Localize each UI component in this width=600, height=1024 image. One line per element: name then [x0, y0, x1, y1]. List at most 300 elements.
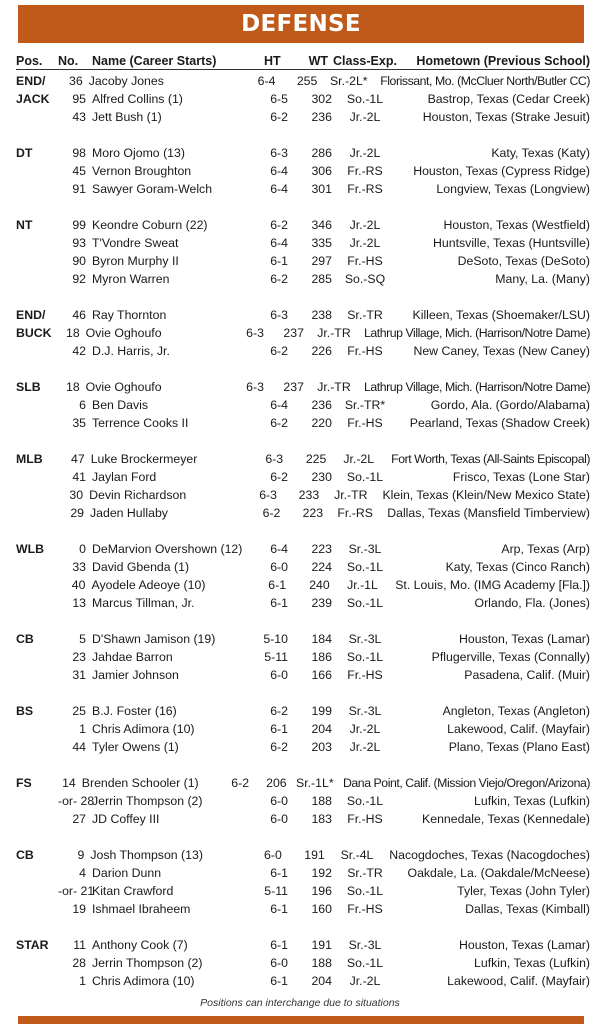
- player-position: [16, 738, 58, 756]
- player-weight: 223: [302, 506, 324, 520]
- player-position: CB: [16, 848, 34, 862]
- player-position: [16, 108, 58, 126]
- player-number: 4: [79, 866, 86, 880]
- group-spacer: [16, 684, 590, 702]
- player-name: Ovie Oghoufo: [85, 380, 162, 394]
- player-position: [16, 270, 58, 288]
- player-weight: 285: [311, 272, 332, 286]
- player-hometown: St. Louis, Mo. (IMG Academy [Fla.]): [395, 578, 590, 592]
- player-number: 47: [71, 452, 85, 466]
- player-number: 25: [72, 704, 86, 718]
- player-position: [16, 486, 56, 504]
- player-weight: 230: [311, 470, 332, 484]
- player-position: [16, 666, 58, 684]
- table-row: [16, 576, 590, 594]
- player-number: -or- 28: [58, 794, 95, 808]
- player-height: 6-4: [270, 182, 288, 196]
- table-header: [16, 52, 590, 68]
- player-class: Fr.-HS: [347, 254, 383, 268]
- player-weight: 297: [311, 254, 332, 268]
- table-row: [16, 882, 590, 900]
- player-weight: 196: [311, 884, 332, 898]
- player-weight: 192: [311, 866, 332, 880]
- player-weight: 206: [266, 776, 287, 790]
- player-number: 41: [72, 470, 86, 484]
- table-row: [16, 342, 590, 360]
- table-row: [16, 558, 590, 576]
- player-hometown: Katy, Texas (Katy): [491, 146, 590, 160]
- player-height: 6-4: [270, 164, 288, 178]
- player-hometown: Florissant, Mo. (McCluer North/Butler CC): [380, 74, 590, 88]
- player-number: 92: [72, 272, 86, 286]
- player-hometown: Houston, Texas (Lamar): [459, 938, 590, 952]
- player-hometown: Many, La. (Many): [495, 272, 590, 286]
- player-class: Fr.-RS: [347, 182, 383, 196]
- player-name: Moro Ojomo (13): [92, 146, 185, 160]
- player-class: Fr.-HS: [347, 812, 383, 826]
- player-number: 42: [72, 344, 86, 358]
- player-class: So.-1L: [346, 794, 384, 808]
- player-name: Terrence Cooks II: [92, 416, 189, 430]
- player-number: 19: [72, 902, 86, 916]
- player-position: [16, 810, 58, 828]
- header-hometown: Hometown (Previous School): [416, 54, 590, 68]
- player-position: DT: [16, 146, 33, 160]
- player-height: 6-2: [270, 470, 288, 484]
- player-weight: 203: [311, 740, 332, 754]
- player-hometown: Huntsville, Texas (Huntsville): [433, 236, 590, 250]
- player-weight: 166: [311, 668, 332, 682]
- player-position: [16, 864, 58, 882]
- player-class: So.-1L: [346, 650, 384, 664]
- player-name: Darion Dunn: [92, 866, 162, 880]
- player-class: Sr.-TR: [347, 308, 383, 322]
- player-name: Sawyer Goram-Welch: [92, 182, 213, 196]
- table-row: [16, 900, 590, 918]
- player-position: [16, 504, 57, 522]
- player-position: [16, 252, 58, 270]
- player-position: [16, 792, 58, 810]
- table-row: [16, 540, 590, 558]
- player-position: [16, 594, 58, 612]
- player-class: Jr.-TR: [317, 380, 351, 394]
- player-name: Jamier Johnson: [92, 668, 179, 682]
- table-row: [16, 774, 590, 792]
- player-number: 44: [72, 740, 86, 754]
- player-name: JD Coffey III: [92, 812, 160, 826]
- table-row: [16, 270, 590, 288]
- player-weight: 188: [311, 794, 332, 808]
- player-hometown: Lathrup Village, Mich. (Harrison/Notre Dame): [363, 380, 590, 394]
- table-row: [16, 738, 590, 756]
- player-height: 6-1: [270, 866, 288, 880]
- player-class: Sr.-3L: [348, 632, 382, 646]
- player-height: 6-0: [270, 956, 288, 970]
- player-class: Sr.-3L: [348, 938, 382, 952]
- depth-chart-table: [16, 52, 590, 990]
- player-number: 18: [65, 326, 80, 340]
- player-class: Jr.-TR: [334, 488, 368, 502]
- player-number: 46: [72, 308, 86, 322]
- player-weight: 220: [311, 416, 332, 430]
- player-height: 6-0: [270, 812, 288, 826]
- header-ht: HT: [264, 54, 281, 68]
- player-height: 6-3: [270, 146, 288, 160]
- player-position: [16, 414, 58, 432]
- player-hometown: Lakewood, Calif. (Mayfair): [447, 974, 590, 988]
- table-row: [16, 144, 590, 162]
- group-spacer: [16, 522, 590, 540]
- player-number: 18: [65, 380, 80, 394]
- table-row: [16, 702, 590, 720]
- table-row: [16, 108, 590, 126]
- player-class: So.-SQ: [344, 272, 386, 286]
- player-class: Jr.-TR: [317, 326, 351, 340]
- player-name: Brenden Schooler (1): [81, 776, 199, 790]
- table-row: [16, 972, 590, 990]
- player-number: 31: [72, 668, 86, 682]
- player-name: Ishmael Ibraheem: [92, 902, 191, 916]
- player-hometown: Gordo, Ala. (Gordo/Alabama): [430, 398, 590, 412]
- player-name: Tyler Owens (1): [92, 740, 179, 754]
- table-row: [16, 594, 590, 612]
- group-spacer: [16, 360, 590, 378]
- player-class: Fr.-HS: [347, 902, 383, 916]
- player-name: Jacoby Jones: [88, 74, 164, 88]
- player-position: MLB: [16, 452, 43, 466]
- player-number: 5: [79, 632, 86, 646]
- player-name: Alfred Collins (1): [92, 92, 183, 106]
- player-position: [16, 648, 58, 666]
- player-weight: 183: [311, 812, 332, 826]
- player-hometown: Plano, Texas (Plano East): [448, 740, 590, 754]
- header-pos: Pos.: [16, 54, 43, 68]
- player-weight: 301: [311, 182, 332, 196]
- player-name: Josh Thompson (13): [90, 848, 203, 862]
- player-position: BS: [16, 704, 34, 718]
- table-row: [16, 954, 590, 972]
- player-class: Fr.-HS: [347, 668, 383, 682]
- table-row: [16, 252, 590, 270]
- table-row: [16, 468, 590, 486]
- table-row: [16, 864, 590, 882]
- player-weight: 237: [283, 380, 304, 394]
- player-height: 6-1: [270, 596, 288, 610]
- player-hometown: Kennedale, Texas (Kennedale): [422, 812, 590, 826]
- player-height: 6-2: [270, 740, 288, 754]
- table-row: [16, 216, 590, 234]
- player-number: 43: [72, 110, 86, 124]
- player-class: Jr.-2L: [349, 740, 381, 754]
- group-spacer: [16, 828, 590, 846]
- table-row: [16, 936, 590, 954]
- player-height: 6-3: [246, 326, 264, 340]
- player-number: 23: [72, 650, 86, 664]
- player-hometown: Oakdale, La. (Oakdale/McNeese): [407, 866, 590, 880]
- player-class: Jr.-2L: [349, 974, 381, 988]
- player-weight: 237: [283, 326, 304, 340]
- player-number: 40: [71, 578, 86, 592]
- player-class: Sr.-3L: [348, 704, 382, 718]
- player-number: 36: [69, 74, 83, 88]
- player-position: END/: [16, 74, 46, 88]
- player-class: Sr.-4L: [340, 848, 374, 862]
- player-hometown: Dallas, Texas (Kimball): [465, 902, 590, 916]
- player-number: 29: [70, 506, 84, 520]
- player-hometown: Lathrup Village, Mich. (Harrison/Notre Dame): [363, 326, 590, 340]
- player-height: 6-2: [270, 344, 288, 358]
- player-hometown: Bastrop, Texas (Cedar Creek): [427, 92, 590, 106]
- player-position: [16, 576, 58, 594]
- player-name: Marcus Tillman, Jr.: [92, 596, 195, 610]
- player-height: 6-2: [270, 110, 288, 124]
- player-class: So.-1L: [346, 560, 384, 574]
- player-number: 14: [62, 776, 76, 790]
- player-position: [16, 468, 58, 486]
- player-hometown: Houston, Texas (Westfield): [443, 218, 590, 232]
- group-spacer: [16, 126, 590, 144]
- player-hometown: Dana Point, Calif. (Mission Viejo/Oregon/Arizona): [342, 776, 590, 790]
- player-height: 6-4: [270, 236, 288, 250]
- player-weight: 286: [311, 146, 332, 160]
- player-weight: 204: [311, 974, 332, 988]
- player-number: 0: [79, 542, 86, 556]
- table-body: [16, 72, 590, 990]
- player-number: 6: [79, 398, 86, 412]
- player-weight: 236: [311, 398, 332, 412]
- player-class: Sr.-TR*: [344, 398, 386, 412]
- group-spacer: [16, 198, 590, 216]
- table-row: [16, 306, 590, 324]
- player-name: Vernon Broughton: [92, 164, 192, 178]
- player-hometown: Houston, Texas (Cypress Ridge): [413, 164, 590, 178]
- player-position: [16, 180, 58, 198]
- player-hometown: Lufkin, Texas (Lufkin): [474, 956, 590, 970]
- player-weight: 236: [311, 110, 332, 124]
- player-number: 1: [79, 974, 86, 988]
- player-number: 99: [72, 218, 86, 232]
- player-number: 27: [72, 812, 86, 826]
- player-position: [16, 954, 58, 972]
- player-class: So.-1L: [346, 92, 384, 106]
- player-height: 6-3: [265, 452, 284, 466]
- player-position: END/: [16, 308, 46, 322]
- table-row: [16, 810, 590, 828]
- player-weight: 224: [311, 560, 332, 574]
- group-spacer: [16, 612, 590, 630]
- player-hometown: Klein, Texas (Klein/New Mexico State): [382, 488, 590, 502]
- header-class: Class-Exp.: [333, 54, 397, 68]
- player-class: Sr.-3L: [348, 542, 382, 556]
- player-hometown: Angleton, Texas (Angleton): [442, 704, 590, 718]
- player-height: 5-11: [264, 884, 288, 898]
- player-height: 5-10: [263, 632, 288, 646]
- player-number: 30: [69, 488, 84, 502]
- player-position: [16, 234, 58, 252]
- player-height: 6-0: [270, 794, 288, 808]
- player-weight: 346: [311, 218, 332, 232]
- header-name: Name (Career Starts): [92, 54, 217, 68]
- page-title: DEFENSE: [18, 5, 584, 43]
- player-weight: 223: [311, 542, 332, 556]
- player-class: Sr.-1L*: [296, 776, 334, 790]
- player-class: Jr.-2L: [349, 722, 381, 736]
- header-wt: WT: [308, 54, 328, 68]
- player-number: 98: [72, 146, 86, 160]
- table-row: [16, 162, 590, 180]
- player-weight: 225: [305, 452, 327, 466]
- player-height: 6-2: [270, 218, 288, 232]
- player-name: Jahdae Barron: [92, 650, 173, 664]
- player-name: Ray Thornton: [92, 308, 167, 322]
- player-class: Jr.-2L: [349, 236, 381, 250]
- player-number: 33: [72, 560, 86, 574]
- bottom-bar: [18, 1016, 584, 1024]
- player-position: [16, 900, 58, 918]
- player-class: So.-1L: [346, 470, 384, 484]
- player-hometown: Houston, Texas (Strake Jesuit): [422, 110, 590, 124]
- player-number: 9: [77, 848, 85, 862]
- player-hometown: Frisco, Texas (Lone Star): [452, 470, 590, 484]
- player-height: 6-2: [270, 704, 288, 718]
- player-height: 6-2: [262, 506, 281, 520]
- player-number: 35: [72, 416, 86, 430]
- player-weight: 233: [298, 488, 320, 502]
- player-height: 6-1: [270, 938, 288, 952]
- footnote: Positions can interchange due to situations: [200, 997, 400, 1009]
- player-number: 93: [72, 236, 86, 250]
- player-class: So.-1L: [346, 884, 384, 898]
- player-position: [16, 162, 58, 180]
- header-no: No.: [58, 54, 79, 68]
- table-row: [16, 720, 590, 738]
- player-class: Sr.-2L*: [329, 74, 368, 88]
- player-weight: 184: [311, 632, 332, 646]
- player-weight: 199: [311, 704, 332, 718]
- player-height: 6-0: [270, 668, 288, 682]
- player-class: Fr.-HS: [347, 416, 383, 430]
- player-name: T'Vondre Sweat: [92, 236, 179, 250]
- player-height: 6-2: [270, 272, 288, 286]
- group-spacer: [16, 432, 590, 450]
- player-weight: 302: [311, 92, 332, 106]
- player-hometown: Pflugerville, Texas (Connally): [431, 650, 590, 664]
- player-name: Jerrin Thompson (2): [92, 956, 203, 970]
- player-height: 6-1: [270, 902, 288, 916]
- player-name: Jaylan Ford: [92, 470, 157, 484]
- player-position: CB: [16, 632, 34, 646]
- player-hometown: New Caney, Texas (New Caney): [413, 344, 590, 358]
- header-divider: [16, 69, 590, 70]
- player-name: B.J. Foster (16): [92, 704, 177, 718]
- player-height: 6-5: [270, 92, 288, 106]
- player-class: Jr.-1L: [347, 578, 378, 592]
- player-class: So.-1L: [346, 956, 384, 970]
- player-hometown: Dallas, Texas (Mansfield Timberview): [387, 506, 590, 520]
- player-name: Myron Warren: [92, 272, 170, 286]
- player-position: [16, 720, 58, 738]
- group-spacer: [16, 918, 590, 936]
- group-spacer: [16, 288, 590, 306]
- player-class: Sr.-TR: [347, 866, 383, 880]
- player-name: David Gbenda (1): [92, 560, 190, 574]
- player-position: WLB: [16, 542, 44, 556]
- table-row: [16, 504, 590, 522]
- player-hometown: Arp, Texas (Arp): [501, 542, 590, 556]
- table-row: [16, 72, 590, 90]
- player-hometown: Houston, Texas (Lamar): [459, 632, 590, 646]
- player-position: JACK: [16, 92, 50, 106]
- player-weight: 239: [311, 596, 332, 610]
- player-hometown: Nacogdoches, Texas (Nacogdoches): [389, 848, 590, 862]
- player-class: Jr.-2L: [349, 146, 381, 160]
- player-class: So.-1L: [346, 596, 384, 610]
- player-number: 95: [72, 92, 86, 106]
- player-class: Jr.-2L: [349, 218, 381, 232]
- player-height: 6-3: [270, 308, 288, 322]
- player-number: 91: [72, 182, 86, 196]
- player-height: 6-2: [270, 416, 288, 430]
- player-class: Fr.-RS: [337, 506, 373, 520]
- player-name: DeMarvion Overshown (12): [92, 542, 243, 556]
- player-height: 6-4: [257, 74, 276, 88]
- player-name: Jerrin Thompson (2): [92, 794, 203, 808]
- player-height: 5-11: [264, 650, 288, 664]
- player-name: Keondre Coburn (22): [92, 218, 208, 232]
- player-height: 6-3: [246, 380, 264, 394]
- player-height: 6-1: [270, 974, 288, 988]
- player-class: Fr.-RS: [347, 164, 383, 178]
- table-row: [16, 378, 590, 396]
- player-position: BUCK: [16, 326, 52, 340]
- player-number: 11: [73, 938, 86, 952]
- table-row: [16, 324, 590, 342]
- table-row: [16, 180, 590, 198]
- player-hometown: Pasadena, Calif. (Muir): [464, 668, 590, 682]
- table-row: [16, 792, 590, 810]
- table-row: [16, 486, 590, 504]
- player-hometown: Fort Worth, Texas (All-Saints Episcopal): [391, 452, 591, 466]
- player-position: [16, 342, 58, 360]
- table-row: [16, 666, 590, 684]
- player-weight: 226: [311, 344, 332, 358]
- table-row: [16, 234, 590, 252]
- player-class: Jr.-2L: [343, 452, 375, 466]
- player-height: 6-3: [259, 488, 277, 502]
- player-weight: 240: [309, 578, 330, 592]
- player-hometown: Lufkin, Texas (Lufkin): [474, 794, 590, 808]
- player-height: 6-1: [270, 254, 288, 268]
- player-position: [16, 972, 58, 990]
- player-weight: 335: [311, 236, 332, 250]
- player-weight: 191: [304, 848, 325, 862]
- player-height: 6-0: [270, 560, 288, 574]
- player-number: 90: [72, 254, 86, 268]
- player-position: [16, 396, 58, 414]
- player-hometown: Lakewood, Calif. (Mayfair): [447, 722, 590, 736]
- table-row: [16, 90, 590, 108]
- player-number: 28: [72, 956, 86, 970]
- player-name: Anthony Cook (7): [92, 938, 188, 952]
- table-row: [16, 414, 590, 432]
- player-name: Ayodele Adeoye (10): [91, 578, 206, 592]
- player-position: SLB: [16, 380, 41, 394]
- player-hometown: DeSoto, Texas (DeSoto): [457, 254, 590, 268]
- player-class: Jr.-2L: [349, 110, 381, 124]
- player-hometown: Orlando, Fla. (Jones): [474, 596, 590, 610]
- player-hometown: Katy, Texas (Cinco Ranch): [445, 560, 590, 574]
- player-weight: 188: [311, 956, 332, 970]
